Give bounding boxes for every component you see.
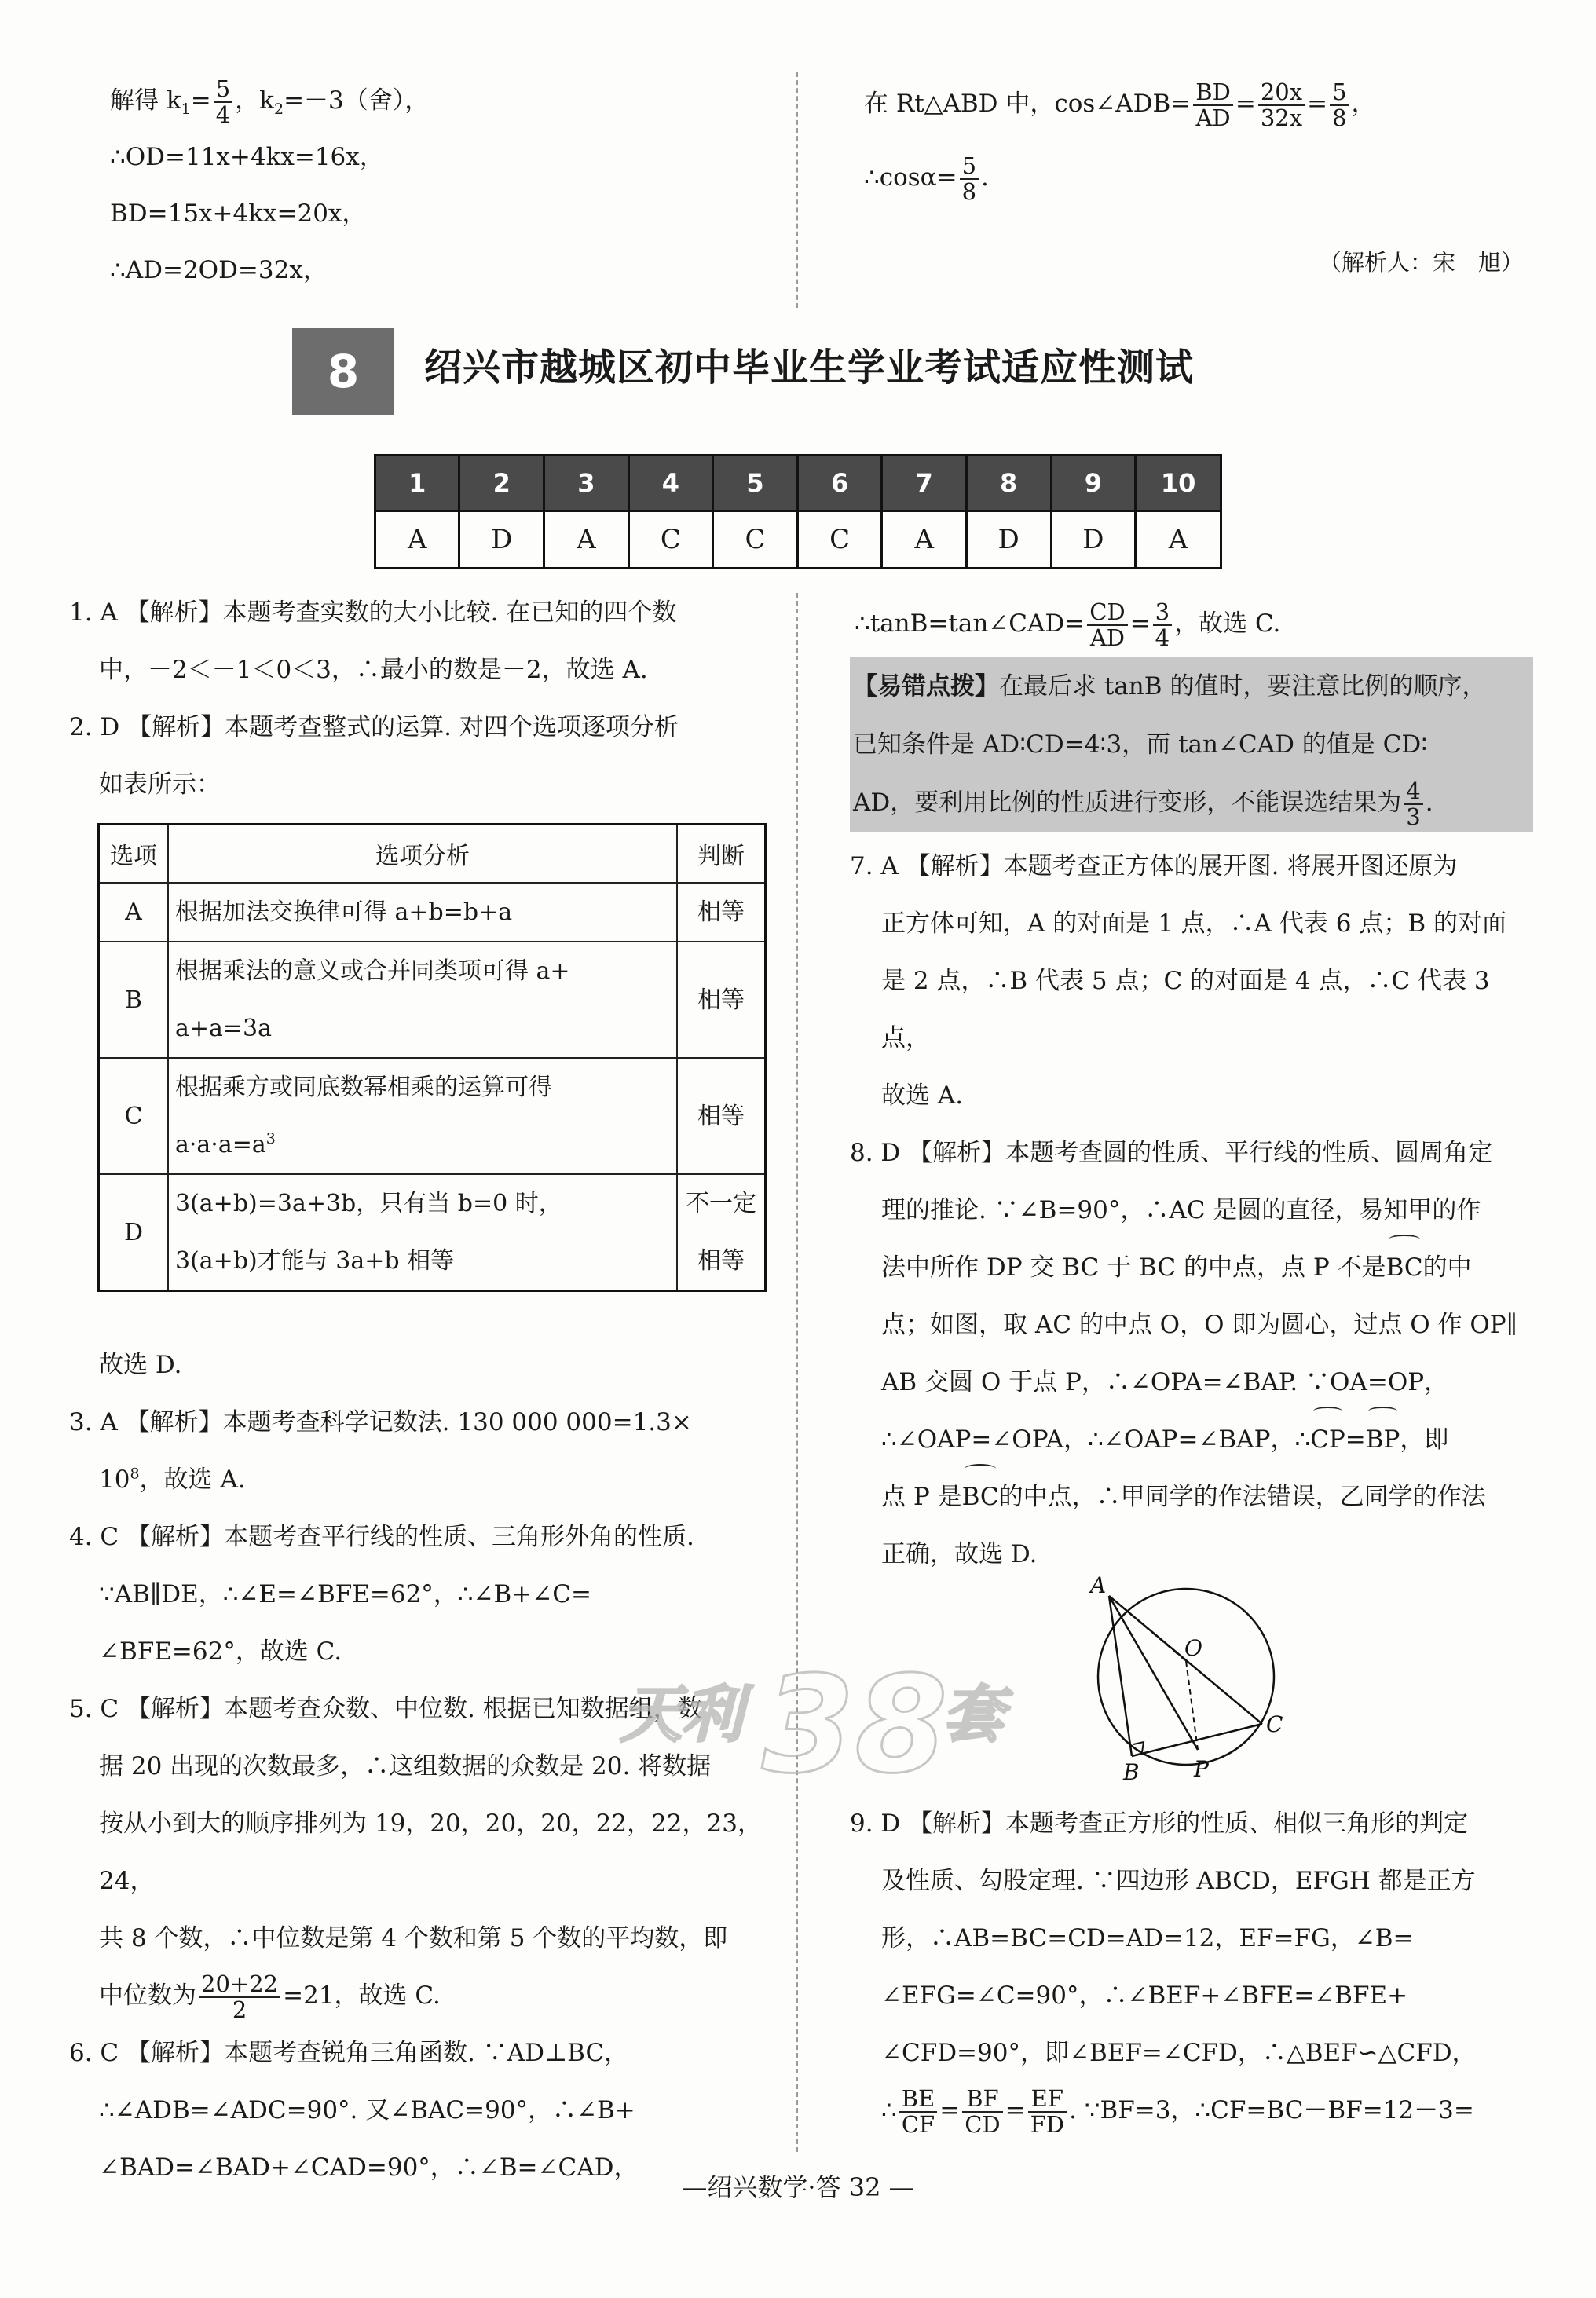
prev-line-4: ∴AD=2OD=32x， (110, 256, 328, 284)
q7-line-2: 正方体可知，A 的对面是 1 点，∴A 代表 6 点；B 的对面 (881, 909, 1506, 938)
q8-line-5: AB 交圆 O 于点 P，∴∠OPA=∠BAP. ∵OA=OP， (881, 1368, 1449, 1396)
point-label-b: B (1123, 1759, 1140, 1783)
watermark-logo-icon (613, 1641, 1021, 1791)
tip-line-1: 【易错点拨】在最后求 tanB 的值时，要注意比例的顺序， (853, 672, 1487, 701)
table-cell-judge: 不一定 相等 (677, 1174, 766, 1291)
question-number: 8 (966, 456, 1051, 511)
answer-choice: D (459, 511, 544, 569)
q4-line-2: ∵AB∥DE，∴∠E=∠BFE=62°，∴∠B+∠C= (99, 1580, 591, 1608)
watermark-text-3: 套 (943, 1680, 1005, 1751)
q4-line-3: ∠BFE=62°，故选 C. (99, 1638, 342, 1666)
q5-line-5: 中位数为 $\frac{20+22}{2}$ =21，故选 C. (99, 1970, 441, 2023)
prev-line-3: BD=15x+4kx=20x， (110, 199, 367, 228)
q7-line-1: 7. A 【解析】本题考查正方体的展开图. 将展开图还原为 (850, 852, 1458, 880)
table-header: 选项 (99, 825, 169, 884)
q6-line-2: ∴∠ADB=∠ADC=90°. 又∠BAC=90°，∴∠B+ (99, 2096, 635, 2124)
q2-line-2: 如表所示： (99, 770, 221, 799)
q3-line-1: 3. A 【解析】本题考查科学记数法. 130 000 000=1.3× (69, 1408, 692, 1436)
q6-line-4: ∴tanB=tan∠CAD= $\frac{CD}{AD}$ = $\frac{3}{4}$ ，故选 C. (855, 598, 1281, 651)
table-cell-option: B (99, 942, 169, 1058)
answer-choice: A (544, 511, 628, 569)
prev-right (864, 72, 1539, 209)
answer-choice: A (882, 511, 966, 569)
column-divider-main (796, 593, 798, 2152)
table-header: 判断 (677, 825, 766, 884)
question-number: 2 (459, 456, 544, 511)
q8-line-4: 点；如图，取 AC 的中点 O，O 即为圆心，过点 O 作 OP∥ (881, 1311, 1517, 1339)
fraction: $\frac{5}{4}$ (214, 77, 232, 126)
table-cell-option: A (99, 883, 169, 942)
table-row (99, 942, 766, 1058)
answer-choice: C (797, 511, 882, 569)
table-cell-analysis: 根据乘方或同底数幂相乘的运算可得 $a\cdot a\cdot a=a^3$ (168, 1058, 677, 1174)
question-number: 7 (882, 456, 966, 511)
q9-line-4: ∠EFG=∠C=90°，∴∠BEF+∠BFE=∠BFE+ (881, 1981, 1408, 2010)
answer-choice: C (713, 511, 798, 569)
table-row (99, 1058, 766, 1174)
tip-line-3: AD，要利用比例的性质进行变形，不能误选结果为 $\frac{4}{3}$ . (853, 778, 1433, 830)
point-label-p: P (1194, 1756, 1209, 1782)
answer-choice: A (1136, 511, 1221, 569)
answer-choice: C (628, 511, 713, 569)
q9-line-1: 9. D 【解析】本题考查正方形的性质、相似三角形的判定 (850, 1809, 1469, 1838)
question-number: 4 (628, 456, 713, 511)
q9-line-5: ∠CFD=90°，即∠BEF=∠CFD，∴△BEF∽△CFD， (881, 2039, 1477, 2067)
question-number: 3 (544, 456, 628, 511)
q8-line-3: 法中所作 DP 交 BC 于 BC 的中点，点 P 不是BC的中 (850, 1239, 1533, 1297)
q8-line-2: 理的推论. ∵∠B=90°，∴AC 是圆的直径，易知甲的作 (881, 1196, 1481, 1224)
prev-right-line-1: 在 Rt△ABD 中，cos∠ADB= $\frac{BD}{AD}$ = $\frac{20x}{32x}$ = $\frac{5}{8}$ ， (864, 79, 1376, 131)
q5-line-1: 5. C 【解析】本题考查众数、中位数. 根据已知数据组，数 (69, 1695, 702, 1723)
q1-line-1: 1. A 【解析】本题考查实数的大小比较. 在已知的四个数 (69, 598, 677, 627)
watermark-text-2: 38 (762, 1648, 948, 1791)
q6-line-1: 6. C 【解析】本题考查锐角三角函数. ∵AD⊥BC， (69, 2039, 629, 2067)
q7-line-3: 是 2 点，∴B 代表 5 点；C 的对面是 4 点，∴C 代表 3 点， (881, 967, 1490, 1052)
q8-line-8: 正确，故选 D. (881, 1540, 1038, 1568)
table-cell-judge: 相等 (677, 942, 766, 1058)
table-row (99, 1174, 766, 1291)
column-divider-top (796, 72, 798, 308)
question-number: 9 (1051, 456, 1136, 511)
prev-right-line-2: ∴cosα= $\frac{5}{8}$ . (864, 152, 989, 205)
q9-line-2: 及性质、勾股定理. ∵四边形 ABCD，EFGH 都是正方 (881, 1867, 1476, 1895)
point-label-c: C (1266, 1711, 1283, 1737)
q5-line-3: 按从小到大的顺序排列为 19，20，20，20，22，22，23，24， (99, 1809, 762, 1895)
table-cell-option: D (99, 1174, 169, 1291)
error-tip-box (850, 657, 1533, 832)
q8-line-1: 8. D 【解析】本题考查圆的性质、平行线的性质、圆周角定 (850, 1139, 1493, 1167)
publisher-watermark (613, 1641, 1021, 1791)
answer-choice: D (1051, 511, 1136, 569)
answer-choice: A (375, 511, 459, 569)
question-number: 6 (797, 456, 882, 511)
watermark-text-1: 天利 (620, 1680, 744, 1751)
section-title: 绍兴市越城区初中毕业生学业考试适应性测试 (424, 346, 1195, 390)
q3-line-2: $10^8$，故选 A. (99, 1465, 246, 1494)
table-cell-judge: 相等 (677, 883, 766, 942)
point-label-o: O (1184, 1635, 1202, 1661)
page-footer: —绍兴数学·答 32 — (682, 2172, 914, 2202)
q4-line-1: 4. C 【解析】本题考查平行线的性质、三角形外角的性质. (69, 1523, 694, 1551)
table-cell-analysis: 根据乘法的意义或合并同类项可得 a+ a+a=3a (168, 942, 677, 1058)
table-row (99, 883, 766, 942)
left-column-part-1 (69, 584, 776, 814)
option-analysis-table (97, 823, 767, 1292)
prev-line-1: 解得 $k_1=$ $\frac{5}{4}$ ，$k_2=-3$（舍）， (110, 75, 430, 128)
answer-number-row (375, 456, 1221, 511)
q6-line-3: ∠BAD=∠BAD+∠CAD=90°，∴∠B=∠CAD， (99, 2153, 639, 2182)
q2-end: 故选 D. (99, 1351, 182, 1379)
prev-left (110, 72, 785, 298)
tip-line-2: 已知条件是 AD∶CD=4∶3，而 tan∠CAD 的值是 CD∶ (853, 730, 1428, 759)
answer-key-table (374, 454, 1222, 569)
q1-line-2: 中，－2＜－1＜0＜3，∴最小的数是－2，故选 A. (99, 656, 648, 684)
table-cell-option: C (99, 1058, 169, 1174)
table-header-row (99, 825, 766, 884)
q8-line-6: ∴∠OAP=∠OPA，∴∠OAP=∠BAP，∴CP=BP，即 (850, 1411, 1533, 1469)
section-number-badge: 8 (292, 328, 394, 415)
circle-figure (1076, 1571, 1288, 1783)
q5-line-2: 据 20 出现的次数最多，∴这组数据的众数是 20. 将数据 (99, 1752, 712, 1780)
question-number: 5 (713, 456, 798, 511)
prev-line-2: ∴OD=11x+4kx=16x， (110, 143, 384, 171)
answer-choice: D (966, 511, 1051, 569)
q9-line-3: 形，∴AB=BC=CD=AD=12，EF=FG，∠B= (881, 1924, 1414, 1952)
q8-line-7: 点 P 是BC的中点，∴甲同学的作法错误，乙同学的作法 (850, 1469, 1533, 1526)
table-cell-judge: 相等 (677, 1058, 766, 1174)
question-number: 10 (1136, 456, 1221, 511)
analyst-credit: （解析人：宋 旭） (1318, 249, 1524, 276)
q2-line-1: 2. D 【解析】本题考查整式的运算. 对四个选项逐项分析 (69, 713, 679, 741)
q5-line-4: 共 8 个数，∴中位数是第 4 个数和第 5 个数的平均数，即 (99, 1924, 728, 1952)
question-number: 1 (375, 456, 459, 511)
table-cell-analysis: 根据加法交换律可得 a+b=b+a (168, 883, 677, 942)
point-label-a: A (1090, 1572, 1107, 1598)
q7-line-4: 故选 A. (881, 1081, 964, 1110)
answer-choice-row (375, 511, 1221, 569)
q9-line-6: ∴ $\frac{BE}{CF}$ = $\frac{BF}{CD}$ = $\frac{EF}{FD}$ . ∵BF=3，∴CF=BC－BF=12－3= (881, 2085, 1474, 2138)
table-header: 选项分析 (168, 825, 677, 884)
table-cell-analysis: 3(a+b)=3a+3b，只有当 b=0 时， 3(a+b)才能与 3a+b 相等 (168, 1174, 677, 1291)
right-column-part-2 (850, 1795, 1533, 2139)
right-column (850, 595, 1533, 1583)
